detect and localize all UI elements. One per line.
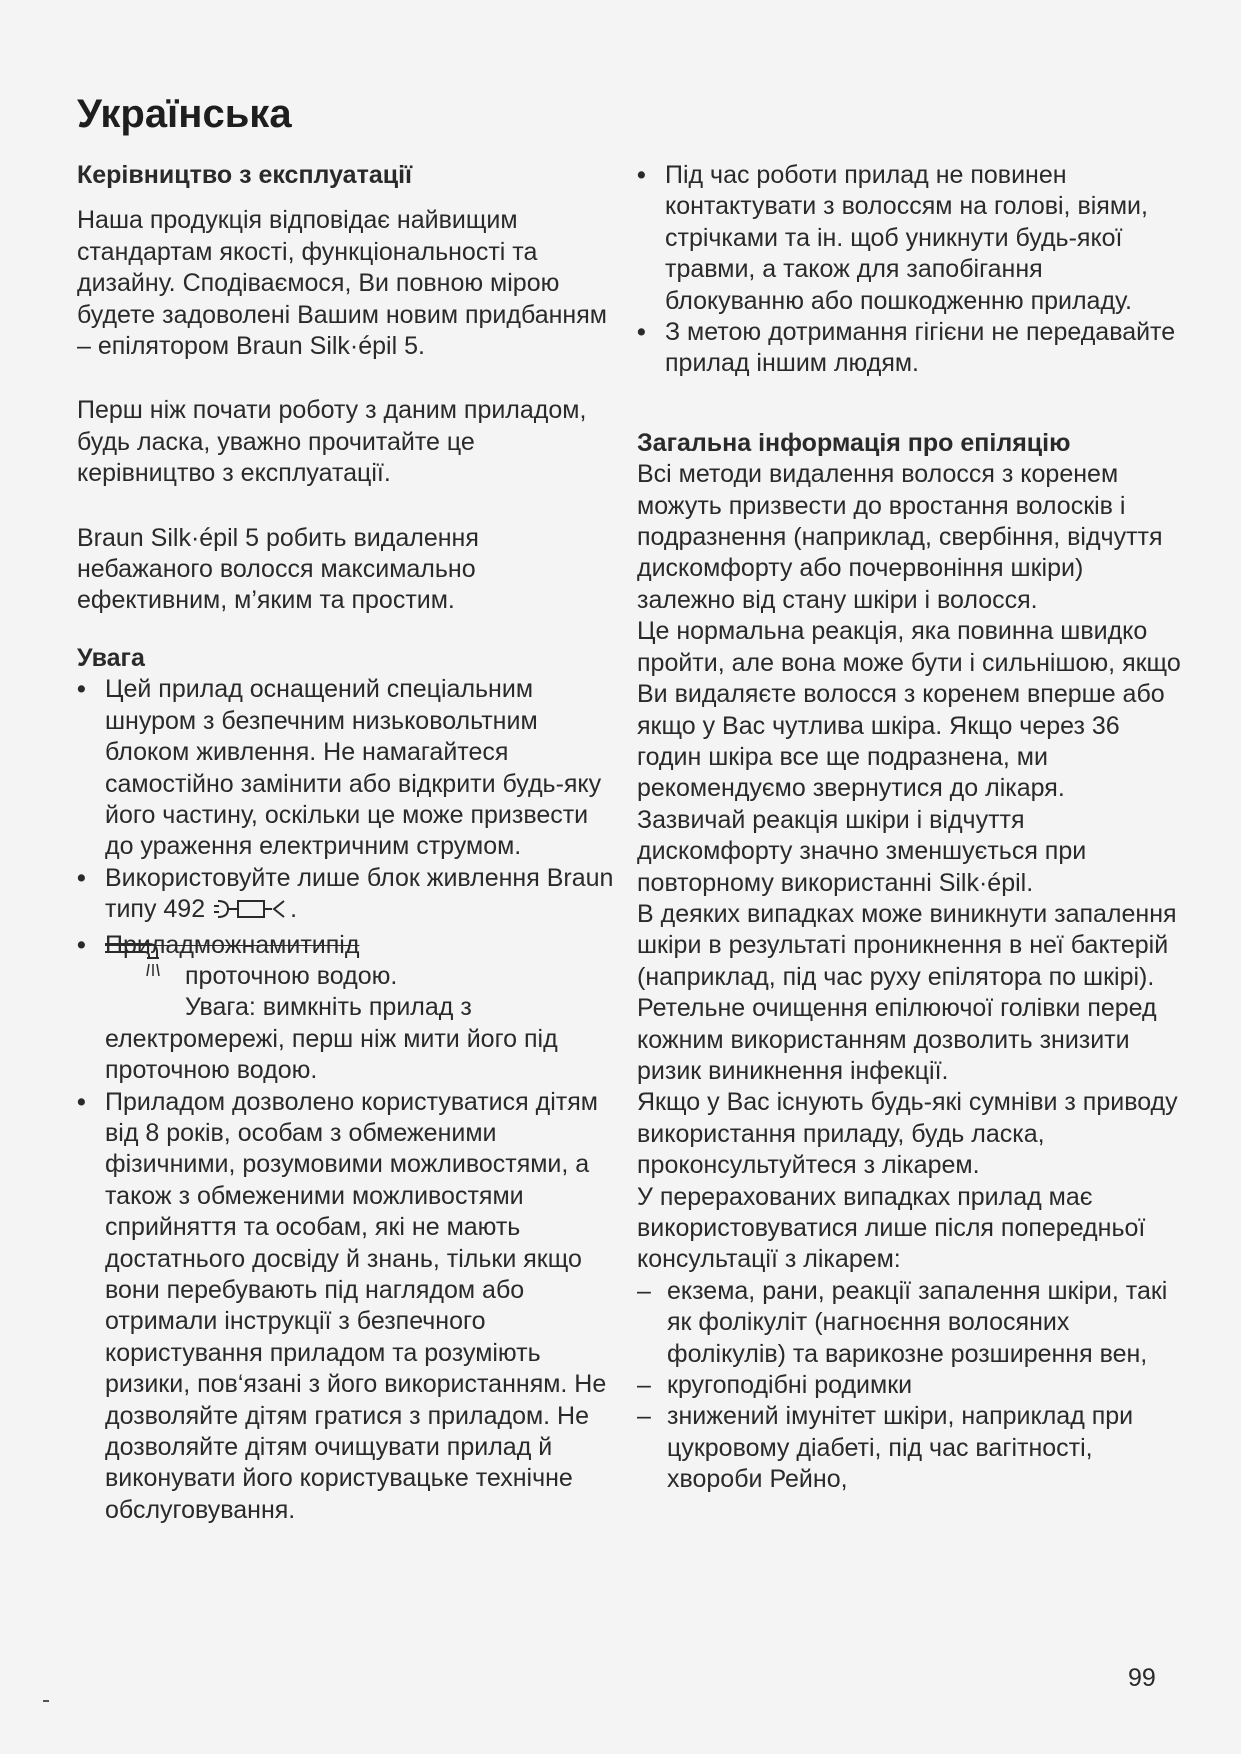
braun-paragraph: Braun Silk·épil 5 робить видалення небажаного волосся максимально ефективним, м’яким та простим. [77, 523, 479, 615]
bullet-text: Приладом дозволено користуватися дітям від 8 років, особам з обмеженими фізичними, розумовими можливостями, а також з обмеженими можливостями сприйняття та особам, які не мають достатнього досвіду й знань, тільки якщо вони перебувають під наглядом або отримали інструкції з безпечного користування приладом та розуміють ризики, пов‘язані з його використанням. Не дозволяйте дітям гратися з приладом. Не дозволяйте дітям очищувати прилад й виконувати його користувацьке технічне обслуговування. [105, 1087, 607, 1524]
list-item [637, 1276, 1185, 1370]
bullet-marker: • [77, 863, 86, 892]
bullet-text: Увага: вимкніть прилад з електромережі, перш ніж мити його під проточною водою. [105, 993, 558, 1085]
bullet-marker: • [77, 930, 86, 959]
general-paragraph: Всі методи видалення волосся з коренем можуть призвести до вростання волосків і подразнення (наприклад, свербіння, відчуття дискомфорту або почервоніння шкіри) залежно від стану шкіри і волосся. [637, 460, 1163, 614]
bullet-text: Під час роботи прилад не повинен контактувати з волоссям на голові, віями, стрічками та ін. щоб уникнути будь-якої травми, а також для запобігання блокуванню або пошкодженню приладу. [665, 161, 1148, 315]
list-item [637, 1401, 1185, 1495]
corner-mark [43, 1700, 49, 1702]
dash-marker: – [637, 1402, 651, 1431]
running-water-tap-icon [105, 940, 165, 990]
general-paragraph: Зазвичай реакція шкіри і відчуття дискомфорту значно зменшується при повторному використанні Silk·épil. [637, 805, 1087, 897]
read-manual-paragraph: Перш ніж почати роботу з даним приладом, будь ласка, уважно прочитайте це керівництво з експлуатації. [77, 396, 587, 488]
dash-text: знижений імунітет шкіри, наприклад при цукровому діабеті, під час вагітності, хвороби Рейно, [667, 1402, 1134, 1494]
intro-paragraph: Наша продукція відповідає найвищим стандартам якості, функціональності та дизайну. Сподіваємося, Ви повною мірою будете задоволені Вашим новим придбанням – епілятором Braun Silk·épil 5. [77, 206, 607, 361]
list-item [77, 930, 617, 1087]
bullet-marker: • [77, 675, 86, 704]
general-paragraph: У перерахованих випадках прилад має використовуватися лише після попередньої консультації з лікарем: [637, 1182, 1146, 1274]
bullet-text: З метою дотримання гігієни не передавайте прилад іншим людям. [665, 318, 1176, 378]
warning-list-continued [637, 160, 1185, 380]
list-item [77, 1087, 617, 1527]
contraindication-list [637, 1276, 1185, 1496]
left-column [77, 160, 617, 1526]
page-title: Українська [77, 92, 292, 136]
warning-heading: Увага [77, 643, 145, 672]
dash-text: кругоподібні родимки [667, 1371, 913, 1400]
general-paragraph: Це нормальна реакція, яка повинна швидко пройти, але вона може бути і сильнішою, якщо Ви видаляєте волосся з коренем вперше або якщо у Вас чутлива шкіра. Якщо через 36 годин шкіра все ще подразнена, ми рекомендуємо звернутися до лікаря. [637, 617, 1181, 803]
dash-marker: – [637, 1371, 651, 1400]
list-item [77, 674, 617, 862]
list-item [77, 863, 617, 930]
bullet-marker: • [77, 1087, 86, 1116]
power-plug-icon [214, 897, 288, 929]
general-paragraph: В деяких випадках може виникнути запалення шкіри в результаті проникнення в неї бактерій (наприклад, під час руху епілятора по шкірі). Ретельне очищення епілюючої голівки перед кожним використанням дозволить знизити ризик виникнення інфекції. [637, 899, 1177, 1085]
bullet-text-end: . [290, 895, 298, 924]
general-paragraph: Якщо у Вас існують будь-які сумніви з приводу використання приладу, будь ласка, проконсультуйтеся з лікарем. [637, 1088, 1178, 1180]
bullet-marker: • [637, 161, 646, 189]
list-item [637, 160, 1185, 317]
page-number: 99 [1128, 1664, 1156, 1692]
list-item [637, 317, 1185, 380]
bullet-text: Приладможнамитипід [105, 930, 360, 959]
bullet-text: проточною водою. [185, 961, 398, 990]
list-item [637, 1370, 1185, 1401]
bullet-text: Цей прилад оснащений спеціальним шнуром з безпечним низьковольтним блоком живлення. Не намагайтеся самостійно замінити або відкрити будь-яку його частину, оскільки це може призвести до ураження електричним струмом. [105, 675, 602, 861]
dash-marker: – [637, 1276, 651, 1305]
manual-heading: Керівництво з експлуатації [77, 161, 413, 189]
general-info-heading: Загальна інформація про епіляцію [637, 428, 1071, 457]
bullet-text: Використовуйте лише блок живлення Braun типу 492 [105, 863, 614, 924]
right-column [637, 160, 1185, 1496]
warning-list [77, 674, 617, 1526]
bullet-marker: • [637, 318, 646, 347]
dash-text: екзема, рани, реакції запалення шкіри, такі як фолікуліт (нагноєння волосяних фолікулів) та варикозне розширення вен, [667, 1276, 1168, 1368]
